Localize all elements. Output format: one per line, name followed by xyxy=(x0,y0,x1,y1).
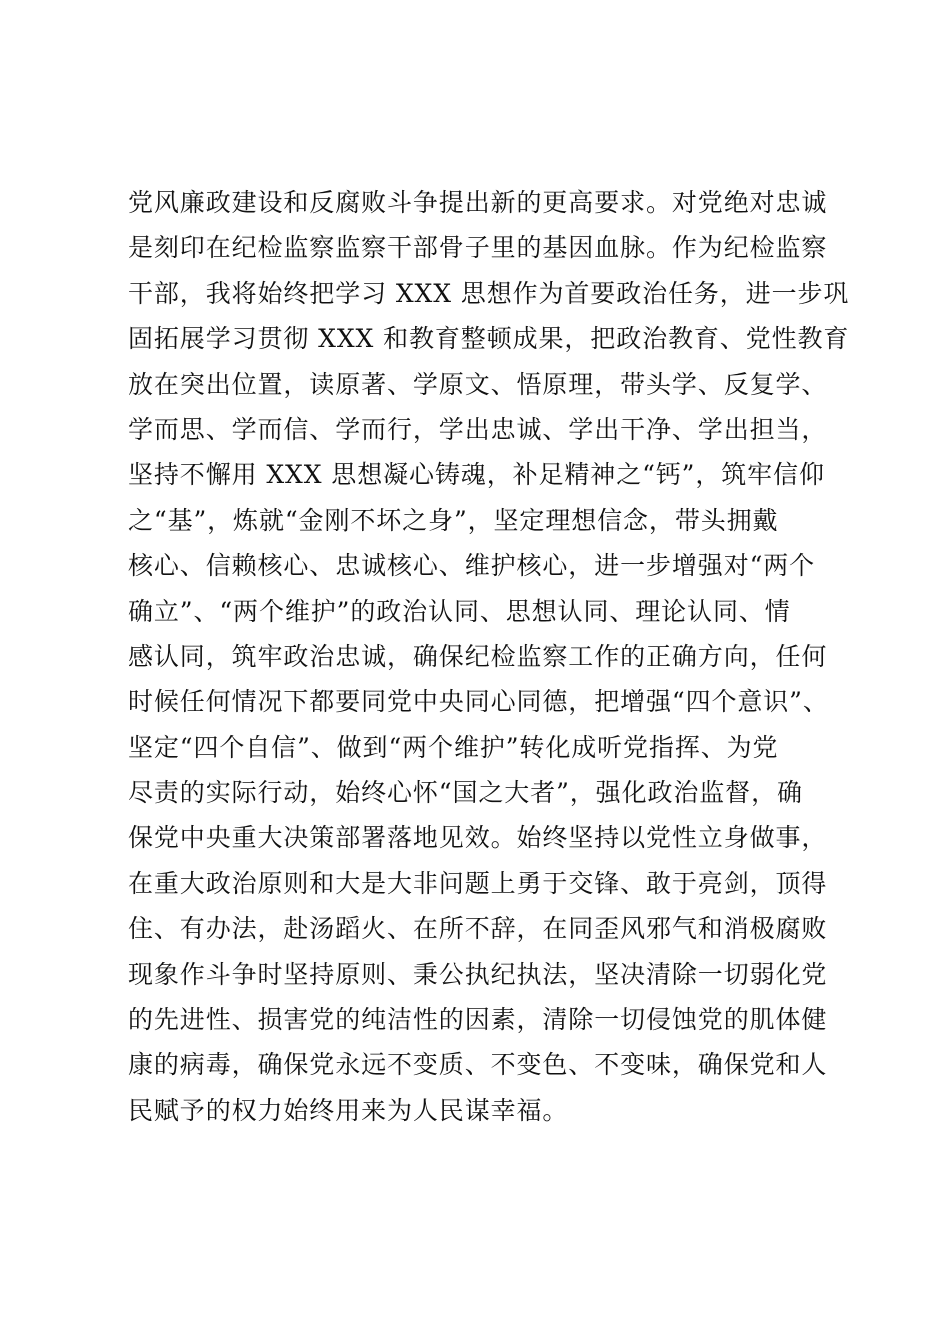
text-line: 现象作斗争时坚持原则、秉公执纪执法，坚决清除一切弱化党 xyxy=(128,959,828,989)
text-line: 的先进性、损害党的纯洁性的因素，清除一切侵蚀党的肌体健 xyxy=(128,1005,828,1035)
text-line: 在重大政治原则和大是大非问题上勇于交锋、敢于亮剑，顶得 xyxy=(128,868,828,898)
text-line: 尽责的实际行动，始终心怀“国之大者”，强化政治监督，确 xyxy=(128,778,803,808)
text-line: 是刻印在纪检监察监察干部骨子里的基因血脉。作为纪检监察 xyxy=(128,233,828,263)
text-line: 坚定“四个自信”、做到“两个维护”转化成听党指挥、为党 xyxy=(128,732,779,762)
text-line: 康的病毒，确保党永远不变质、不变色、不变味，确保党和人 xyxy=(128,1050,828,1080)
text-line: 之“基”，炼就“金刚不坏之身”，坚定理想信念，带头拥戴 xyxy=(128,505,779,535)
text-line: 党风廉政建设和反腐败斗争提出新的更高要求。对党绝对忠诚 xyxy=(128,188,828,217)
text-line: 民赋予的权力始终用来为人民谋幸福。 xyxy=(128,1095,569,1125)
body-paragraph xyxy=(128,180,848,1133)
text-line: 固拓展学习贯彻 XXX 和教育整顿成果，把政治教育、党性教育 xyxy=(128,324,850,354)
text-line: 干部，我将始终把学习 XXX 思想作为首要政治任务，进一步巩 xyxy=(128,278,850,308)
text-line: 坚持不懈用 XXX 思想凝心铸魂，补足精神之“钙”，筑牢信仰 xyxy=(128,460,825,490)
text-line: 保党中央重大决策部署落地见效。始终坚持以党性立身做事， xyxy=(128,823,828,853)
text-line: 感认同，筑牢政治忠诚，确保纪检监察工作的正确方向，任何 xyxy=(128,641,828,671)
text-line: 放在突出位置，读原著、学原文、悟原理，带头学、反复学、 xyxy=(128,369,828,399)
text-line: 住、有办法，赴汤蹈火、在所不辞，在同歪风邪气和消极腐败 xyxy=(128,914,828,944)
text-line: 学而思、学而信、学而行，学出忠诚、学出干净、学出担当， xyxy=(128,414,828,444)
text-line: 时候任何情况下都要同党中央同心同德，把增强“四个意识”、 xyxy=(128,687,829,717)
text-line: 确立”、“两个维护”的政治认同、思想认同、理论认同、情 xyxy=(128,596,791,626)
text-line: 核心、信赖核心、忠诚核心、维护核心，进一步增强对“两个 xyxy=(128,551,816,581)
